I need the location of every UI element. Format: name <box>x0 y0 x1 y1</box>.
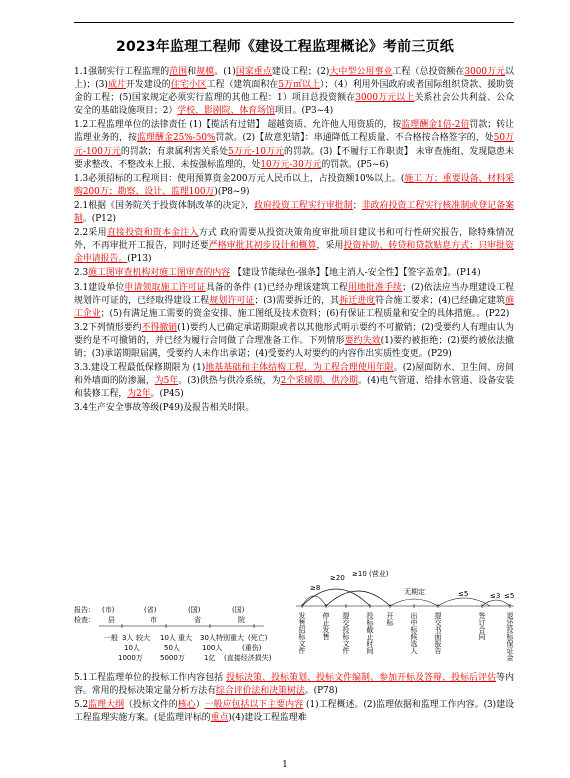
grade-1-name: 一般 <box>104 634 118 642</box>
check-label: 检查： <box>74 616 95 624</box>
section-2-3: 2.3施工图审查机构对施工图审查的内容 【建设节能绿色-强条】【地主消人-安全性】【签字盖章】。(P14) <box>74 268 481 279</box>
level-1: (市) <box>102 606 115 614</box>
time-label-6: ≤3 <box>490 592 501 600</box>
grade-3-death: 30人 <box>200 634 216 642</box>
section-3-4: 3.4生产安全事故等级(P49)及报告相关时限。 <box>74 403 255 414</box>
timeline-item-2: 停止发售 <box>322 612 330 640</box>
timeline-item-3: 提交投标文件 <box>342 612 350 654</box>
grade-2-death: 10人 <box>160 634 176 642</box>
main-content <box>74 66 514 416</box>
grade-2-loss: 5000万 <box>160 654 185 662</box>
level-3: (国) <box>188 606 201 614</box>
time-label-1: ≥8 <box>310 584 321 592</box>
grade-3-loss: 1亿 <box>204 654 216 662</box>
level-headers <box>102 605 245 624</box>
timeline-item-6: 出中标候选人 <box>410 612 418 654</box>
grade-3-injury: 100人 <box>202 644 223 652</box>
grade-1-death: 3人 <box>122 634 134 642</box>
header-rule <box>74 22 514 23</box>
level-sub-1: 县 <box>108 616 115 624</box>
section-1-1: 1.1强制实行工程监理的范围和规模。(1)国家重点建设工程；(2)大中型公用事业工程（总投资额在3000万元以上)；(3)成片开发建设的住宅小区工程（建筑面积在5万㎡以上）；（4）利用外国政府或者国际组织贷款、援助资金的工程；(5)国家规定必须实行监理的其他工程：1）项目总投资额在3000万元以上关系社会公共利益、公众安全的基础设施项目；2）学校、影剧院、体育场馆项目。(P3~4) <box>74 67 515 117</box>
time-label-4: 无期定 <box>404 588 425 596</box>
timeline-item-7: 提交书面报告 <box>434 612 442 654</box>
timeline-item-5: 开标 <box>386 612 394 626</box>
section-5-2: 5.2监理大纲（投标文件的核心）一般应包括以下主要内容 (1)工程概述。(2)监理依据和监理工作内容。(3)建设工程监理实施方案。(是监理评标的重点)(4)建设工程监理难 <box>74 700 515 724</box>
section-1-2: 1.2工程监理单位的法律责任 (1)【揽活有过错】 超越资质、允许他人用资质的，按监理酬金1倍-2倍罚款；转让监理业务的，按监理酬金25%-50%罚款。(2)【故意犯错】：串通降低工程质量、不合格按合格签字的，处50万元-100万元的罚款；有隶属利害关系处5万元-10万元的罚款。(3)【不履行工作职责】 未审查施组、发现隐患未要求整改、不整改未上报、未按强标监理的，处10万元-30万元的罚款。(P5~6) <box>74 120 515 170</box>
section-3-2: 3.2下列情形要约不得撤销(1)要约人已确定承诺期限或者以其他形式明示要约不可撤销；(2)受要约人有理由认为要约是不可撤销的，并已经为履行合同做了合理准备工作。下列情形要约失效(1)要约被拒绝；(2)要约被依法撤销；(3)承诺期限届满，受要约人未作出承诺；(4)受要约人对要约的内容作出实质性变更。(P29) <box>74 322 515 359</box>
time-label-2: ≥20 <box>330 574 345 582</box>
grade-2-injury: 50人 <box>164 644 180 652</box>
section-3-3: 3.3.建设工程最低保修期限为 (1)地基基础和主体结构工程，为工程合理使用年限。(2)屋面防水、卫生间、房间和外墙面的防渗漏，为5年。(3)供热与供冷系统，为2个采暖期、供冷期。(4)电气管道、给排水管道、设备安装和装修工程，为2年。(P45) <box>74 363 515 400</box>
section-2-1: 2.1根据《国务院关于投资体制改革的决定》，政府投资工程实行审批制；非政府投资工程实行核准制或登记备案制。(P12) <box>74 200 515 225</box>
accident-report-diagram <box>74 568 524 668</box>
grade-4-name: 特别重大 <box>216 634 244 642</box>
level-sub-3: 省 <box>194 616 201 624</box>
level-4: (国) <box>232 606 245 614</box>
grade-4-loss: (直接经济损失) <box>224 654 272 662</box>
timeline-item-4: 投标截止时间 <box>366 612 374 654</box>
grade-1-injury: 10人 <box>124 644 140 652</box>
timeline-item-9: 退还投标保证金 <box>506 612 514 661</box>
level-2: (省) <box>144 606 157 614</box>
page-title: 2023年监理工程师《建设工程监理概论》考前三页纸 <box>116 39 454 55</box>
level-sub-4: 院 <box>238 616 245 624</box>
section-3-1: 3.1建设单位申请领取施工许可证具备的条件 (1)已经办理该建筑工程用地批准手续；(2)依法应当办理建设工程规划许可证的，已经取得建设工程规划许可证；(3)需要拆迁的，其拆迁进度符合施工要求；(4)已经确定建筑施工企业；(5)有满足施工需要的资金安排、施工图纸及技术资料；(6)有保证工程质量和安全的具体措施。。(P22) <box>74 282 515 319</box>
grade-row <box>104 633 272 662</box>
grade-4-injury: (重伤) <box>242 644 262 652</box>
timeline-items <box>298 604 515 661</box>
grade-4-death: (死亡) <box>248 634 268 642</box>
section-2-2: 2.2采用直接投资和资本金注入方式 政府需要从投资决策角度审批项目建议书和可行性研究报告，除特殊情况外，不再审批开工报告，同时还要严格审批其初步设计和概算，采用投资补助、转贷和贷款贴息方式：只审批资金申请报告。(P13) <box>74 228 515 265</box>
lower-content <box>74 672 514 726</box>
time-label-7: ≤5 <box>504 592 515 600</box>
section-1-3: 1.3必须招标的工程项目：使用预算资金200万元人民币以上，占投资额10%以上。(施工 万；重要设备、材料采购200万；勘察、设计、监理100万)(P8~9) <box>74 173 514 197</box>
grade-1-loss: 1000万 <box>118 654 143 662</box>
section-5-1: 5.1工程监理单位的投标工作内容包括 投标决策、投标策划、投标文件编制、参加开标及答辩、投标后评估等内容。常用的投标决策定量分析方法有综合评价法和决策树法。(P78) <box>74 673 515 697</box>
timeline-item-8: 签订合同 <box>478 612 486 640</box>
grade-3-name: 重大 <box>178 634 192 642</box>
timeline-item-1: 发售招标文件 <box>298 612 306 654</box>
page-number: 1 <box>282 760 288 770</box>
report-label: 报告： <box>74 606 95 614</box>
time-label-3: ≥10 (营业) <box>352 570 389 578</box>
time-label-5: ≤5 <box>458 590 469 598</box>
level-sub-2: 市 <box>150 616 157 624</box>
grade-2-name: 较大 <box>136 634 150 642</box>
